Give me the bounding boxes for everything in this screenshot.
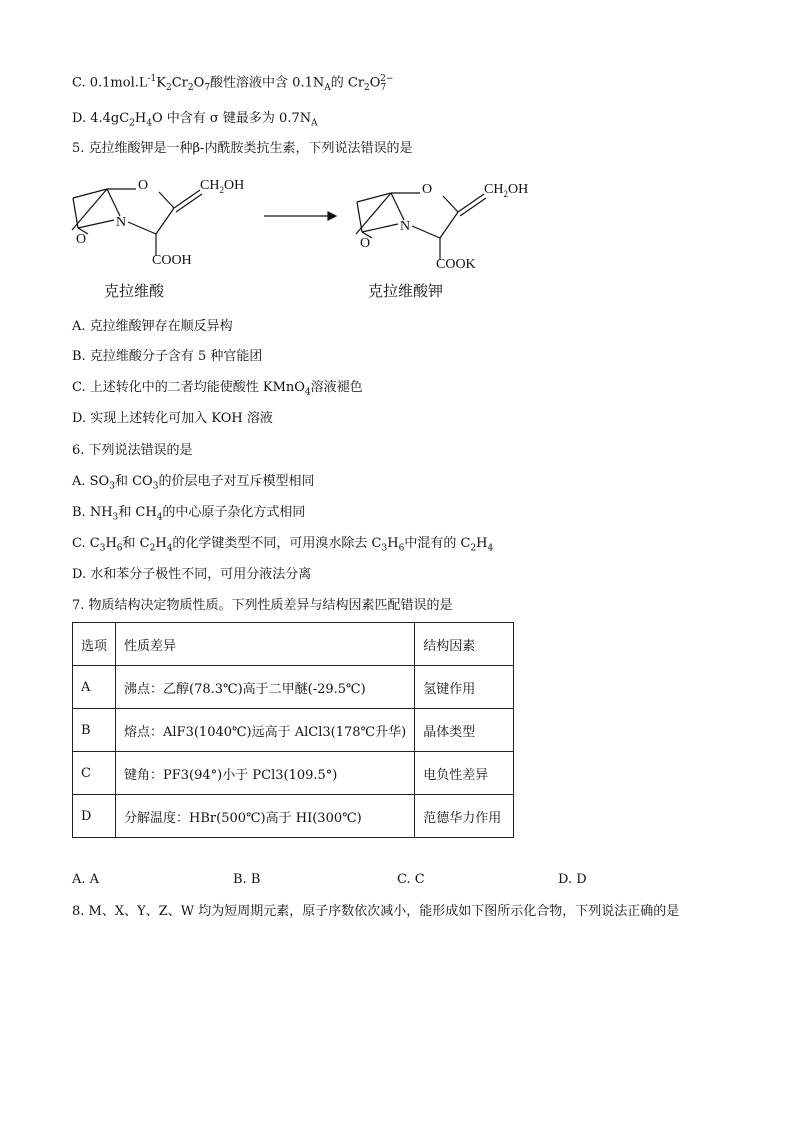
ring-nitrogen-left: N (116, 215, 127, 230)
question-5-option-a: A. 克拉维酸钾存在顺反异构 (72, 319, 233, 334)
table-cell: 晶体类型 (415, 709, 514, 752)
option-d-prev: D. $4.4gC_2H_4O$ 中含有 σ 键最多为 $0.7N_A$ (72, 111, 318, 129)
clavulanic-acid-label: 克拉维酸 (104, 284, 165, 300)
question-5-option-b: B. 克拉维酸分子含有 5 种官能团 (72, 349, 263, 364)
table-cell: D (73, 795, 116, 838)
potassium-clavulanate-structure (356, 193, 486, 260)
table-cell: 熔点：AlF3(1040℃)远高于 AlCl3(178℃升华) (116, 709, 415, 752)
carbonyl-oxygen-right: O (360, 236, 371, 251)
answer-choice-d: D. D (558, 872, 587, 887)
option-c-prev: C. $0.1mol.L^{-1}K_2Cr_2O_7$酸性溶液中含 $0.1N_A$的 $Cr_2O_7^{2-}$ (72, 74, 394, 93)
table-cell: B (73, 709, 116, 752)
question-7-table (72, 622, 514, 838)
answer-choice-a: A. A (72, 872, 100, 887)
table-cell: 分解温度：HBr(500℃)高于 HI(300℃) (116, 795, 415, 838)
question-5-option-d: D. 实现上述转化可加入 KOH 溶液 (72, 411, 273, 426)
carboxylate-right: COOK (436, 257, 476, 272)
ring-oxygen-left: O (138, 178, 149, 193)
table-cell: 范德华力作用 (415, 795, 514, 838)
question-8-stem: 8. M、X、Y、Z、W 均为短周期元素，原子序数依次减小，能形成如下图所示化合物，下列说法正确的是 (72, 904, 680, 919)
question-6-stem: 6. 下列说法错误的是 (72, 443, 193, 458)
ring-oxygen-right: O (422, 182, 433, 197)
carbonyl-oxygen-left: O (76, 232, 87, 247)
reaction-arrow (264, 212, 336, 220)
question-6-option-c: C. $C_3H_6$和 $C_2H_4$的化学键类型不同，可用溴水除去 $C_3H_6$中混有的 $C_2H_4$ (72, 536, 494, 554)
answer-choice-b: B. B (233, 872, 261, 887)
ch2oh-left: $CH_2OH$ (200, 178, 245, 195)
ch2oh-right: $CH_2OH$ (484, 182, 529, 199)
table-cell: 氢键作用 (415, 666, 514, 709)
clavulanic-acid-structure (72, 189, 202, 256)
question-5-option-c: C. 上述转化中的二者均能使酸性 KMnO$_4$溶液褪色 (72, 380, 363, 398)
question-6-option-d: D. 水和苯分子极性不同，可用分液法分离 (72, 567, 312, 582)
question-7-stem: 7. 物质结构决定物质性质。下列性质差异与结构因素匹配错误的是 (72, 598, 453, 613)
table-header-row (73, 623, 514, 666)
question-5-stem: 5. 克拉维酸钾是一种β-内酰胺类抗生素，下列说法错误的是 (72, 141, 413, 156)
reaction-scheme (60, 168, 540, 308)
table-cell: 电负性差异 (415, 752, 514, 795)
table-row (73, 666, 514, 709)
table-cell: 键角：PF3(94°)小于 PCl3(109.5°) (116, 752, 415, 795)
ring-nitrogen-right: N (400, 219, 411, 234)
answer-choice-c: C. C (397, 872, 425, 887)
table-cell: 沸点：乙醇(78.3℃)高于二甲醚(-29.5℃) (116, 666, 415, 709)
potassium-clavulanate-label: 克拉维酸钾 (368, 284, 444, 300)
carboxyl-left: COOH (152, 253, 192, 268)
table-header-cell: 性质差异 (116, 623, 415, 666)
table-cell: C (73, 752, 116, 795)
table-row (73, 752, 514, 795)
table-header-cell: 选项 (73, 623, 116, 666)
table-cell: A (73, 666, 116, 709)
table-header-cell: 结构因素 (415, 623, 514, 666)
table-row (73, 795, 514, 838)
question-6-option-b: B. $NH_3$和 $CH_4$的中心原子杂化方式相同 (72, 505, 306, 523)
table-row (73, 709, 514, 752)
question-6-option-a: A. $SO_3$和 $CO_3$的价层电子对互斥模型相同 (72, 474, 315, 492)
